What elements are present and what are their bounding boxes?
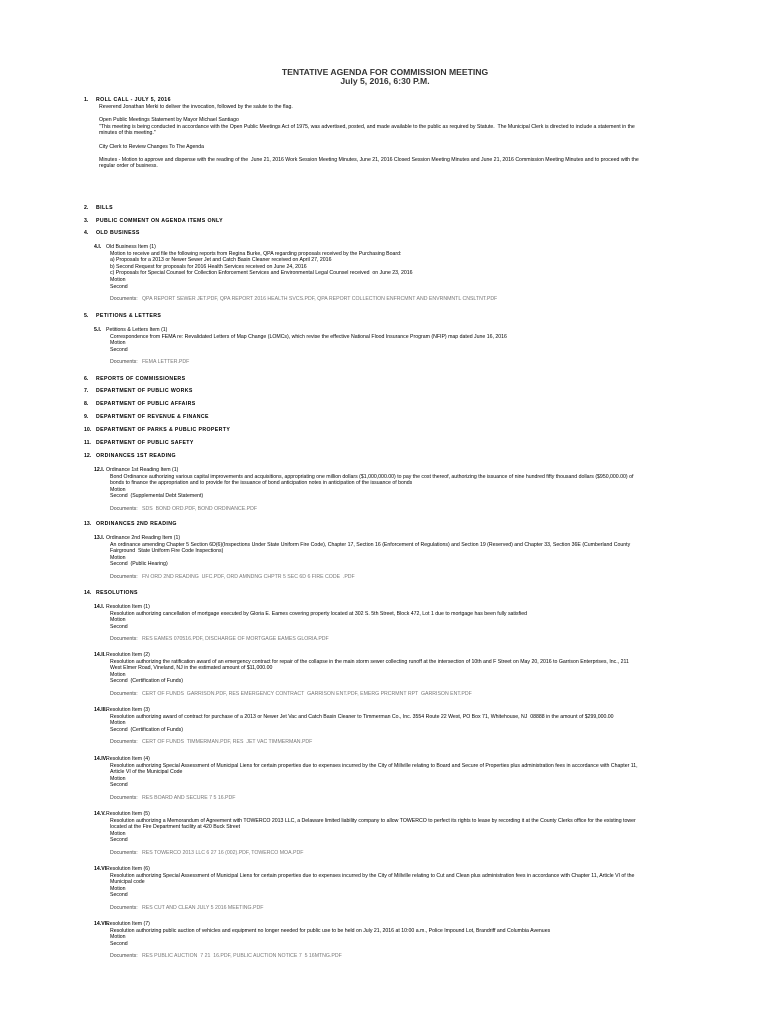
body-line: Second xyxy=(110,837,128,844)
body-line: regular order of business. xyxy=(99,163,158,170)
item-heading: DEPARTMENT OF PARKS & PUBLIC PROPERTY xyxy=(96,427,231,433)
item-heading: DEPARTMENT OF PUBLIC WORKS xyxy=(96,388,193,394)
documents-label: Documents: xyxy=(110,296,138,303)
item-heading: DEPARTMENT OF PUBLIC SAFETY xyxy=(96,440,194,446)
documents-label: Documents: xyxy=(110,636,138,643)
item-number: 14. xyxy=(84,590,92,596)
item-heading: PETITIONS & LETTERS xyxy=(96,313,162,319)
body-line: Second (Supplemental Debt Statement) xyxy=(110,493,204,500)
body-line: Reverend Jonathan Merki to deliver the invocation, followed by the salute to the flag. xyxy=(99,104,293,110)
documents-line xyxy=(110,953,706,960)
body-line: Motion xyxy=(110,671,126,678)
item-heading: OLD BUSINESS xyxy=(96,230,140,236)
sub-number: 12.I. xyxy=(94,467,105,473)
ordinance-2nd-item-1 xyxy=(94,535,706,581)
documents-line xyxy=(110,905,706,912)
item-number: 10. xyxy=(84,427,92,433)
body-line: Second xyxy=(110,283,128,290)
body-line: "This meeting is being conducted in accordance with the Open Public Meetings Act of 1975, was advertised, posted, and made available to the public as required by Statute. The Municipal Clerk is directed to include a statement in the xyxy=(99,123,635,130)
body-line: West Elmer Road, Vineland, NJ in the estimated amount of $11,000.00 xyxy=(110,665,273,672)
body-line: Second (Certification of Funds) xyxy=(110,726,183,733)
item-number: 6. xyxy=(84,376,89,382)
body-line: Open Public Meetings Statement by Mayor Michael Santiago xyxy=(99,117,239,124)
documents-links[interactable]: RES BOARD AND SECURE 7 5 16.PDF xyxy=(142,794,236,801)
documents-label: Documents: xyxy=(110,953,138,960)
sub-number: 14.VI. xyxy=(94,866,108,872)
body-line: Minutes - Motion to approve and dispense with the reading of the June 21, 2016 Work Session Meeting Minutes, June 21, 2016 Closed Session Meeting Minutes and June 21, 2016 Commission Meeting Minutes and to proceed with the xyxy=(99,156,639,163)
body-line: Second (Public Hearing) xyxy=(110,561,168,568)
documents-line xyxy=(110,691,706,698)
item-number: 11. xyxy=(84,440,91,446)
sub-number: 14.I. xyxy=(94,604,105,610)
item-number: 3. xyxy=(84,218,89,224)
documents-links[interactable]: RES EAMES 070516.PDF, DISCHARGE OF MORTGAGE EAMES GLORIA.PDF xyxy=(142,636,329,643)
body-line: b) Second Request for proposals for 2016 Health Services received on June 24, 2016 xyxy=(110,263,307,270)
item-heading: ORDINANCES 1ST READING xyxy=(96,453,176,459)
documents-links[interactable]: CERT OF FUNDS TIMMERMAN.PDF, RES JET VAC TIMMERMAN.PDF xyxy=(142,739,313,746)
body-line: Resolution authorizing Special Assessment of Municipal Liens for certain properties due to expenses incurred by the City of Millville relating to Cut and Clean plus administration fees in accordance with Chapter 11, Article VI of the xyxy=(110,872,635,879)
sub-number: 5.I. xyxy=(94,327,102,333)
item-number: 9. xyxy=(84,414,89,420)
sub-heading: Resolution Item (7) xyxy=(106,921,150,927)
body-line: Motion xyxy=(110,276,126,283)
agenda-date: July 5, 2016, 6:30 P.M. xyxy=(340,76,430,86)
body-line: Motion xyxy=(110,775,126,782)
body-line: Resolution authorizing award of contract for purchase of a 2013 or Newer Jet Vac and Catch Basin Cleaner to Timmerman Co., Inc. 3554 Route 22 West, PO Box 71, Whitehouse, NJ 08888 in the amount of $299,000.00 xyxy=(110,713,614,720)
body-line: Municipal code xyxy=(110,879,145,886)
item-heading: DEPARTMENT OF PUBLIC AFFAIRS xyxy=(96,401,196,407)
item-number: 7. xyxy=(84,388,89,394)
body-line: Resolution authorizing public auction of vehicles and equipment no longer needed for public use to be held on July 21, 2016 at 10:00 a.m., Police Impound Lot, Brandriff and Columbia Avenues xyxy=(110,927,551,934)
item-number: 12. xyxy=(84,453,92,459)
body-line: Second xyxy=(110,782,128,789)
documents-label: Documents: xyxy=(110,359,138,366)
documents-links[interactable]: RES CUT AND CLEAN JULY 5 2016 MEETING.PDF xyxy=(142,904,264,911)
item-number: 4. xyxy=(84,230,89,236)
sub-number: 14.VII. xyxy=(94,921,109,927)
body-line: Resolution authorizing cancellation of mortgage executed by Gloria E. Eames covering property located at 302 S. 5th Street, Block 472, Lot 1 due to mortgage has been fully satisfied xyxy=(110,610,527,617)
body-line: Motion xyxy=(110,885,126,892)
sub-heading: Ordinance 1st Reading Item (1) xyxy=(106,467,179,473)
sub-heading: Resolution Item (1) xyxy=(106,604,150,610)
body-line: City Clerk to Review Changes To The Agenda xyxy=(99,143,205,150)
sub-number: 14.III. xyxy=(94,707,107,713)
documents-links[interactable]: RES PUBLIC AUCTION 7 21 16.PDF, PUBLIC AUCTION NOTICE 7 5 16MTNG.PDF xyxy=(142,953,342,960)
body-line xyxy=(99,137,699,144)
body-line: Article VI of the Municipal Code xyxy=(110,769,183,776)
sub-heading: Old Business Item (1) xyxy=(106,244,156,250)
item-number: 1. xyxy=(84,97,89,103)
documents-line xyxy=(110,574,706,581)
documents-label: Documents: xyxy=(110,573,138,580)
body-line: a) Proposals for a 2013 or Newer Sewer Jet and Catch Basin Cleaner received on April 27, 2016 xyxy=(110,257,332,264)
item-heading: ROLL CALL - JULY 5, 2016 xyxy=(96,97,171,103)
documents-line xyxy=(110,296,706,303)
item-number: 5. xyxy=(84,313,89,319)
body-line: Motion xyxy=(110,340,126,347)
body-line: Motion xyxy=(110,554,126,561)
body-line: Motion xyxy=(110,830,126,837)
item-heading: REPORTS OF COMMISSIONERS xyxy=(96,376,186,382)
documents-label: Documents: xyxy=(110,794,138,801)
body-line xyxy=(99,111,699,118)
documents-links[interactable]: RES TOWERCO 2013 LLC 6 27 16 (002).PDF, TOWERCO MOA.PDF xyxy=(142,849,304,856)
documents-label: Documents: xyxy=(110,690,138,697)
sub-heading: Resolution Item (4) xyxy=(106,756,150,762)
item-heading: BILLS xyxy=(96,205,113,211)
sub-number: 13.I. xyxy=(94,535,105,541)
documents-links[interactable]: FEMA LETTER.PDF xyxy=(142,359,190,366)
body-line: Resolution authorizing a Memorandum of Agreement with TOWERCO 2013 LLC, a Delaware limited liability company to allow TOWERCO to perfect its rights to lease by recording it at the County Clerks office for the existing tower xyxy=(110,817,636,824)
old-business-item-1 xyxy=(94,244,706,303)
documents-links[interactable]: FN ORD 2ND READING UFC.PDF, ORD AMNDNG CHPTR 5 SEC 6D 6 FIRE CODE .PDF xyxy=(142,573,355,580)
documents-links[interactable]: SDS BOND ORD.PDF, BOND ORDINANCE.PDF xyxy=(142,505,258,512)
body-line: Second (Certification of Funds) xyxy=(110,678,183,685)
documents-line xyxy=(110,636,706,643)
agenda-title: TENTATIVE AGENDA FOR COMMISSION MEETING xyxy=(281,67,489,77)
body-line: bonds to finance the appropriation and to provide for the issuance of bond anticipation notes in anticipation of the issuance of bonds xyxy=(110,480,413,487)
sub-heading: Resolution Item (5) xyxy=(106,811,150,817)
body-line: Correspondence from FEMA re: Revalidated Letters of Map Change (LOMCs), which revise the effective National Flood Insurance Program (NFIP) map dated June 16, 2016 xyxy=(110,333,507,340)
documents-label: Documents: xyxy=(110,739,138,746)
documents-line xyxy=(110,506,706,513)
item-heading: RESOLUTIONS xyxy=(96,590,138,596)
sub-heading: Resolution Item (6) xyxy=(106,866,150,872)
sub-heading: Ordinance 2nd Reading Item (1) xyxy=(106,535,181,541)
sub-heading: Petitions & Letters Item (1) xyxy=(106,327,168,333)
body-line: minutes of this meeting." xyxy=(99,130,156,137)
documents-label: Documents: xyxy=(110,849,138,856)
roll-call-body xyxy=(99,104,699,170)
sub-number: 14.IV. xyxy=(94,756,108,762)
petitions-item-1 xyxy=(94,327,706,366)
item-number: 2. xyxy=(84,205,89,211)
body-line: Resolution authorizing the ratification award of an emergency contract for repair of the collapse in the main storm sewer collecting runoff at the intersection of 10th and F Street on May 20, 2016 to Garrison Enterprises, Inc., 211 xyxy=(110,658,629,665)
item-heading: PUBLIC COMMENT ON AGENDA ITEMS ONLY xyxy=(96,218,223,224)
documents-line xyxy=(110,739,706,746)
documents-line xyxy=(110,359,706,366)
body-line: Motion xyxy=(110,720,126,727)
documents-line xyxy=(110,795,706,802)
item-heading: ORDINANCES 2ND READING xyxy=(96,521,177,527)
documents-label: Documents: xyxy=(110,505,138,512)
body-line: Second xyxy=(110,892,128,899)
documents-links[interactable]: CERT OF FUNDS GARRISON.PDF, RES EMERGENCY CONTRACT GARRISON ENT.PDF, EMERG PRCRMNT RPT GARRISON ENT.PDF xyxy=(142,690,472,697)
body-line: Motion to receive and file the following reports from Regina Burke, QPA regarding proposals received by the Purchasing Board: xyxy=(110,250,402,257)
sub-heading: Resolution Item (2) xyxy=(106,652,150,658)
body-line: Bond Ordinance authorizing various capital improvements and acquisitions, appropriating one million dollars ($1,000,000.00) to pay the cost thereof, authorizing the issuance of nine hundred fifty thousand dollars ($950,000.00) of xyxy=(110,473,634,480)
body-line: Motion xyxy=(110,486,126,493)
body-line: Resolution authorizing Special Assessment of Municipal Liens for certain properties due to expenses incurred by the City of Millville relating to Board and Secure of Properties plus administration fees in accordance with Chapter 11, xyxy=(110,762,638,769)
body-line: Fairground State Uniform Fire Code Inspections) xyxy=(110,548,224,555)
item-number: 8. xyxy=(84,401,89,407)
item-heading: DEPARTMENT OF REVENUE & FINANCE xyxy=(96,414,209,420)
ordinance-1st-item-1 xyxy=(94,467,706,513)
body-line: Second xyxy=(110,940,128,947)
sub-number: 4.I. xyxy=(94,244,102,250)
body-line: Motion xyxy=(110,617,126,624)
body-line: Motion xyxy=(110,934,126,941)
body-line: Second xyxy=(110,623,128,630)
sub-number: 14.II. xyxy=(94,652,106,658)
item-number: 13. xyxy=(84,521,92,527)
body-line: An ordinance amending Chapter 5 Section 6D(6)(Inspections Under State Uniform Fire Code), Chapter 17, Section 16 (Enforcement of Regulations) and Section 19 (Reserved) and Chapter 33, Section 36E (Cumberland County xyxy=(110,541,631,548)
body-line: c) Proposals for Special Counsel for Collection Enforcement Services and Environmental Legal Counsel received on June 23, 2016 xyxy=(110,270,413,277)
body-line xyxy=(99,150,699,157)
documents-line xyxy=(110,850,706,857)
body-line: Second xyxy=(110,346,128,353)
sub-heading: Resolution Item (3) xyxy=(106,707,150,713)
body-line: located at the Fire Department facility at 420 Buck Street xyxy=(110,824,241,831)
documents-links[interactable]: QPA REPORT SEWER JET.PDF, QPA REPORT 2016 HEALTH SVCS.PDF, QPA REPORT COLLECTION ENFRCMNT AND ENVRNMNTL CNSLTNT.PDF xyxy=(142,296,498,303)
documents-label: Documents: xyxy=(110,904,138,911)
sub-number: 14.V. xyxy=(94,811,106,817)
